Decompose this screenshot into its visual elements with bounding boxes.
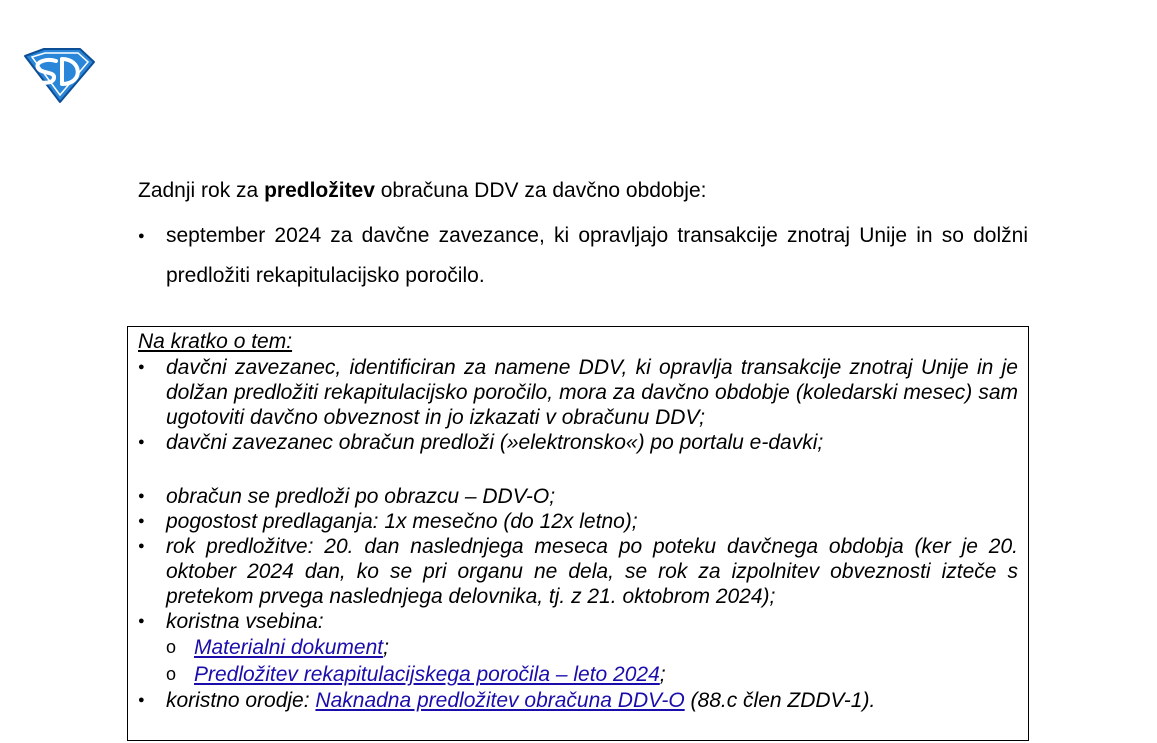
intro-title	[138, 176, 1028, 206]
list-item-useful-tool	[138, 688, 1018, 713]
intro-bullet: ● september 2024 za davčne zavezance, ki opravljajo transakcije znotraj Unije in so dolžni predložiti rekapitulacijsko poročilo.	[138, 216, 1028, 296]
summary-list	[138, 355, 1018, 713]
list-item: ● davčni zavezanec obračun predloži (»elektronsko«) po portalu e-davki;	[138, 430, 1018, 455]
recapitulative-report-link[interactable]: Predložitev rekapitulacijskega poročila – leto 2024	[194, 663, 660, 686]
sublist-item	[166, 634, 1018, 661]
useful-tool-label: koristno orodje:	[166, 689, 316, 712]
link-suffix: ;	[659, 663, 666, 686]
material-document-link[interactable]: Materialni dokument	[194, 636, 384, 659]
sublist-item	[166, 661, 1018, 688]
useful-content-label: koristna vsebina:	[166, 610, 324, 633]
useful-tool-suffix: (88.c člen ZDDV-1).	[684, 689, 876, 712]
summary-box	[127, 326, 1029, 741]
intro-list	[138, 216, 1028, 296]
summary-heading: Na kratko o tem:	[138, 330, 293, 353]
list-item-useful-content	[138, 609, 1018, 688]
intro-title-post: obračuna DDV za davčno obdobje:	[374, 179, 707, 202]
list-item: ● pogostost predlaganja: 1x mesečno (do 12x letno);	[138, 509, 1018, 534]
useful-content-sublist	[166, 634, 1018, 688]
intro-title-bold: predložitev	[264, 179, 375, 202]
late-submission-link[interactable]: Naknadna predložitev obračuna DDV-O	[315, 689, 685, 712]
intro-section	[138, 176, 1028, 296]
intro-title-pre: Zadnji rok za	[138, 179, 265, 202]
logo-icon	[22, 48, 96, 104]
list-item: ● davčni zavezanec, identificiran za namene DDV, ki opravlja transakcije znotraj Unije in je dolžan predložiti rekapitulacijsko poročilo, mora za davčno obdobje (koledarski mesec) sam ugotoviti davčno obveznost in jo izkazati v obračunu DDV;	[138, 355, 1018, 430]
link-suffix: ;	[383, 636, 389, 659]
list-item: ● rok predložitve: 20. dan naslednjega meseca po poteku davčnega obdobja (ker je 20. oktober 2024 dan, ko se pri organu ne dela, se rok za izpolnitev obveznosti izteče s pretekom prvega naslednjega delovnika, tj. z 21. oktobrom 2024);	[138, 534, 1018, 609]
list-item: ● obračun se predloži po obrazcu – DDV-O;	[138, 484, 1018, 509]
